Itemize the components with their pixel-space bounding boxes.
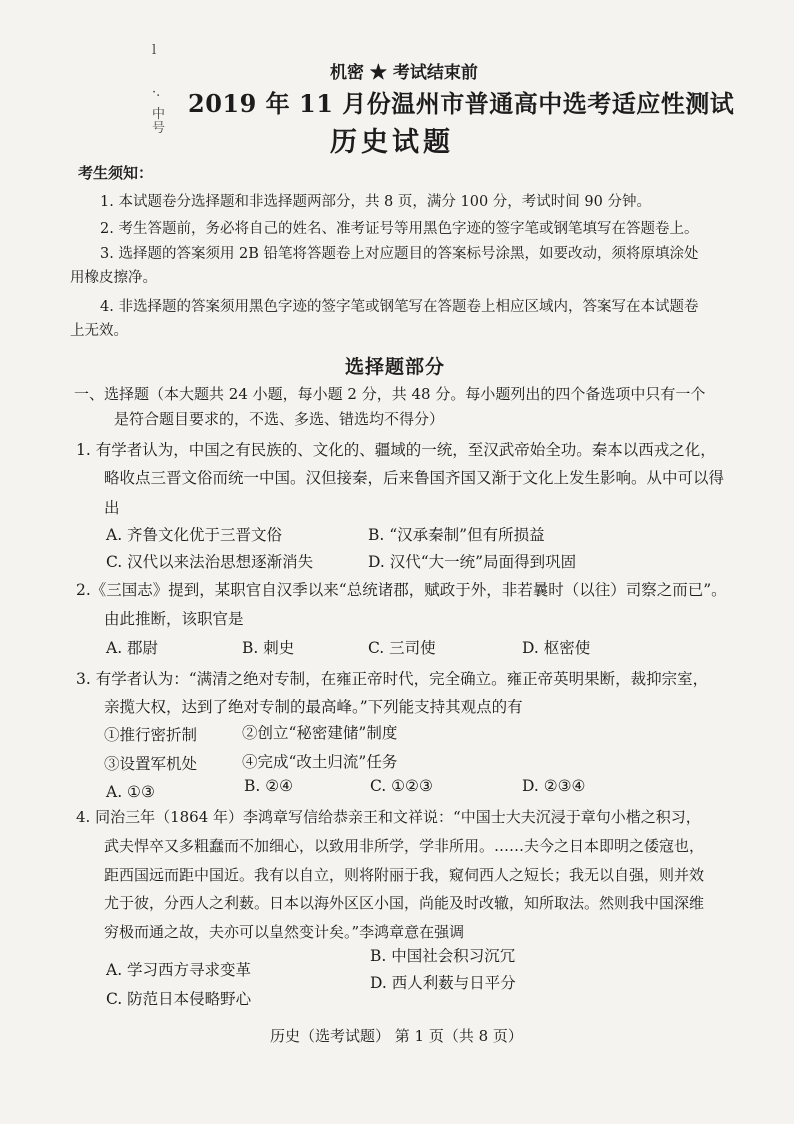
margin-mark: 号 [152,121,166,136]
statement-2: ②创立“秘密建储”制度 [242,724,398,742]
subject-title: 历史试题 [330,127,454,158]
option-c: C. 防范日本侵略野心 [106,990,252,1008]
option-d: D. 枢密使 [522,639,591,657]
question-text: 亲揽大权，达到了绝对专制的最高峰。”下列能支持其观点的有 [104,698,523,716]
option-d: D. ②③④ [522,777,586,795]
margin-mark: ·. [152,85,161,100]
question-text: 4. 同治三年（1864 年）李鸿章写信给恭亲王和文祥说：“中国士大夫沉浸于章句小楷之积习， [76,808,701,826]
notice-item-4: 4. 非选择题的答案须用黑色字迹的签字笔或钢笔写在答题卷上相应区域内，答案写在本试题卷 [100,299,699,315]
statement-3: ③设置军机处 [104,755,198,773]
option-b: B. “汉承秦制”但有所损益 [368,526,545,544]
notice-item-3-cont: 用橡皮擦净。 [70,270,157,286]
option-a: A. 学习西方寻求变革 [106,961,252,979]
option-c: C. ①②③ [370,777,433,795]
notice-item-3: 3. 选择题的答案须用 2B 铅笔将答题卷上对应题目的答案标号涂黑，如要改动，须将原填涂处 [100,246,699,262]
option-d: D. 汉代“大一统”局面得到巩固 [368,553,577,571]
page-footer: 历史（选考试题） 第 1 页（共 8 页） [270,1027,523,1045]
notice-title: 考生须知： [78,164,154,182]
option-a: A. 齐鲁文化优于三晋文俗 [106,526,283,544]
margin-mark: 中 [152,107,166,122]
question-text: 略收点三晋文俗而统一中国。汉但接秦，后来鲁国齐国又渐于文化上发生影响。从中可以得 [104,469,725,487]
question-text: 距西国远而距中国近。我有以自立，则将附丽于我，窥伺西人之短长；我无以自强，则并效 [104,866,705,884]
question-text: 1. 有学者认为，中国之有民族的、文化的、疆域的一统，至汉武帝始全功。秦本以西戎之化， [76,441,716,459]
option-b: B. 中国社会积习沉冗 [370,947,516,965]
margin-mark: l [152,43,157,58]
notice-item-2: 2. 考生答题前，务必将自己的姓名、准考证号等用黑色字迹的签字笔或钢笔填写在答题卷上。 [100,221,699,237]
section-instruction-cont: 是符合题目要求的，不选、多选、错选均不得分） [114,410,445,428]
section-instruction: 一、选择题（本大题共 24 小题，每小题 2 分，共 48 分。每小题列出的四个备选项中只有一个 [74,385,706,403]
section-title: 选择题部分 [345,356,446,378]
confidential-label: 机密 ★ 考试结束前 [330,63,478,83]
option-b: B. ②④ [244,777,294,795]
statement-4: ④完成“改土归流”任务 [242,753,398,771]
exam-title: 2019 年 11 月份温州市普通高中选考适应性测试 [188,89,735,118]
notice-item-1: 1. 本试题卷分选择题和非选择题两部分，共 8 页，满分 100 分，考试时间 90 分钟。 [100,194,651,210]
question-text: 尤于彼，分西人之利薮。日本以海外区区小国，尚能及时改辙，知所取法。然则我中国深维 [104,894,705,912]
notice-item-4-cont: 上无效。 [70,323,128,339]
question-text: 武夫悍卒又多粗蠢而不加细心，以致用非所学，学非所用。……夫今之日本即明之倭寇也， [104,837,705,855]
question-text: 出 [104,499,120,517]
question-text: 穷极而通之故，夫亦可以皇然变计矣。”李鸿章意在强调 [104,923,465,941]
option-c: C. 三司使 [368,639,436,657]
option-b: B. 刺史 [242,639,295,657]
binding-margin-marks [152,30,165,150]
question-text: 2.《三国志》提到，某职官自汉季以来“总统诸郡，赋政于外，非若曩时（以往）司察之而已”。 [76,581,727,599]
option-a: A. ①③ [106,783,155,801]
option-d: D. 西人利薮与日平分 [370,974,516,992]
statement-1: ①推行密折制 [104,726,198,744]
question-text: 3. 有学者认为：“满清之绝对专制，在雍正帝时代，完全确立。雍正帝英明果断，裁抑宗室， [76,670,709,688]
question-text: 由此推断，该职官是 [104,610,244,628]
option-c: C. 汉代以来法治思想逐渐消失 [106,553,314,571]
option-a: A. 郡尉 [106,639,159,657]
